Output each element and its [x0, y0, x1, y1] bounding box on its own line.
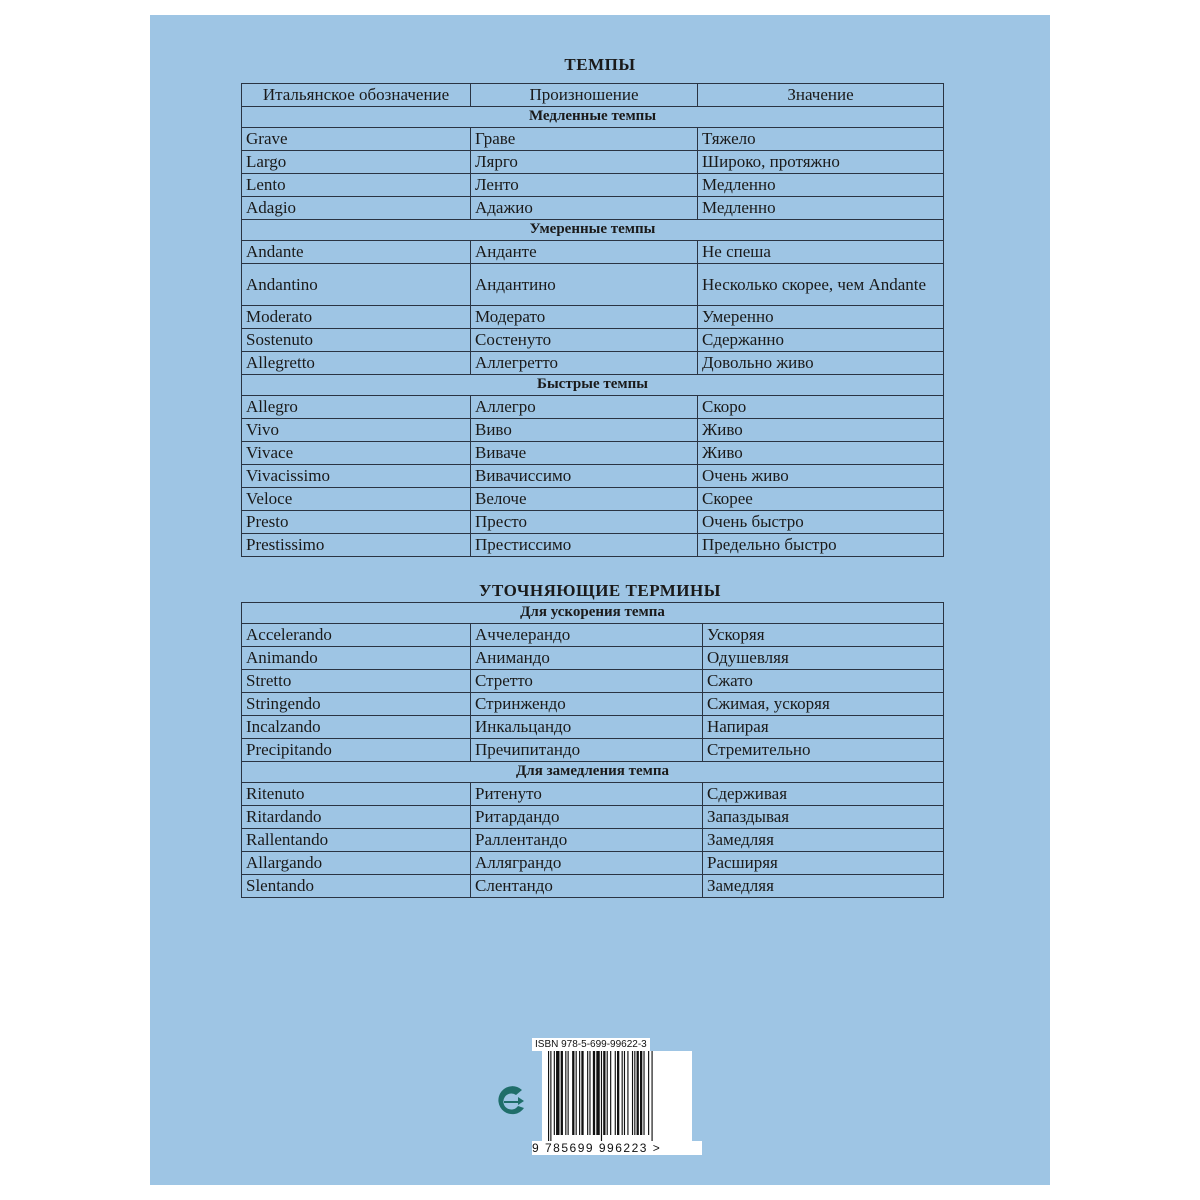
- pronunciation: Граве: [471, 128, 698, 151]
- book-back-cover: [150, 15, 1050, 1185]
- pronunciation: Стринжендо: [471, 693, 703, 716]
- meaning: Запаздывая: [703, 806, 944, 829]
- barcode-bar: [554, 1051, 555, 1135]
- italian-term: Ritardando: [242, 806, 471, 829]
- barcode-area: [494, 1038, 724, 1188]
- pronunciation: Аччелерандо: [471, 624, 703, 647]
- pronunciation: Инкальцандо: [471, 716, 703, 739]
- barcode-bar: [587, 1051, 588, 1135]
- italian-term: Allegro: [242, 396, 471, 419]
- pronunciation: Велоче: [471, 488, 698, 511]
- pronunciation: Виваче: [471, 442, 698, 465]
- pronunciation: Престиссимо: [471, 534, 698, 557]
- table-row: [242, 693, 944, 716]
- pronunciation: Аллегро: [471, 396, 698, 419]
- italian-term: Stretto: [242, 670, 471, 693]
- barcode-bar: [593, 1051, 595, 1135]
- table-row: [242, 396, 944, 419]
- italian-term: Allargando: [242, 852, 471, 875]
- group-title: Для замедления темпа: [242, 762, 944, 783]
- pronunciation: Пречипитандо: [471, 739, 703, 762]
- table-row: [242, 647, 944, 670]
- meaning: Расширяя: [703, 852, 944, 875]
- meaning: Сдержанно: [698, 329, 944, 352]
- italian-term: Lento: [242, 174, 471, 197]
- meaning: Сжато: [703, 670, 944, 693]
- header-italian: Итальянское обозначение: [242, 84, 471, 107]
- tempos-title: ТЕМПЫ: [564, 55, 636, 74]
- meaning: Скорее: [698, 488, 944, 511]
- table-row: [242, 352, 944, 375]
- barcode-digits: 9 785699 996223 >: [532, 1141, 702, 1155]
- group-title: Быстрые темпы: [242, 375, 944, 396]
- group-title: Для ускорения темпа: [242, 603, 944, 624]
- pronunciation: Раллентандо: [471, 829, 703, 852]
- meaning: Сдерживая: [703, 783, 944, 806]
- italian-term: Veloce: [242, 488, 471, 511]
- barcode-bar: [556, 1051, 559, 1135]
- table-row: [242, 264, 944, 306]
- pronunciation: Модерато: [471, 306, 698, 329]
- pronunciation: Анимандо: [471, 647, 703, 670]
- barcode-bar: [637, 1051, 639, 1135]
- italian-term: Incalzando: [242, 716, 471, 739]
- pronunciation: Виво: [471, 419, 698, 442]
- barcode-bar: [634, 1051, 635, 1135]
- meaning: Живо: [698, 419, 944, 442]
- meaning: Напирая: [703, 716, 944, 739]
- barcode-bar: [624, 1051, 625, 1135]
- barcode-bar: [632, 1051, 633, 1135]
- pronunciation: Адажио: [471, 197, 698, 220]
- italian-term: Grave: [242, 128, 471, 151]
- barcode-bar: [548, 1051, 549, 1141]
- pronunciation: Алляграндо: [471, 852, 703, 875]
- tempos-header-row: [242, 84, 944, 107]
- pronunciation: Престо: [471, 511, 698, 534]
- table-row: [242, 806, 944, 829]
- group-title: Умеренные темпы: [242, 220, 944, 241]
- pronunciation: Состенуто: [471, 329, 698, 352]
- pronunciation: Ленто: [471, 174, 698, 197]
- group-header-row: [242, 375, 944, 396]
- italian-term: Accelerando: [242, 624, 471, 647]
- table-row: [242, 329, 944, 352]
- table-row: [242, 465, 944, 488]
- italian-term: Vivace: [242, 442, 471, 465]
- table-row: [242, 511, 944, 534]
- tempos-table: [241, 83, 944, 557]
- table-row: [242, 534, 944, 557]
- meaning: Предельно быстро: [698, 534, 944, 557]
- barcode-bar: [648, 1051, 649, 1135]
- table-row: [242, 875, 944, 898]
- table-row: [242, 419, 944, 442]
- italian-term: Vivacissimo: [242, 465, 471, 488]
- table-row: [242, 197, 944, 220]
- italian-term: Stringendo: [242, 693, 471, 716]
- barcode-bar: [615, 1051, 616, 1135]
- terms-table: [241, 602, 944, 898]
- italian-term: Largo: [242, 151, 471, 174]
- table-row: [242, 670, 944, 693]
- barcode-bar: [607, 1051, 608, 1135]
- italian-term: Precipitando: [242, 739, 471, 762]
- italian-term: Andante: [242, 241, 471, 264]
- italian-term: Rallentando: [242, 829, 471, 852]
- table-row: [242, 829, 944, 852]
- barcode-bar: [589, 1051, 590, 1135]
- pronunciation: Лярго: [471, 151, 698, 174]
- pronunciation: Стретто: [471, 670, 703, 693]
- table-row: [242, 151, 944, 174]
- table-row: [242, 128, 944, 151]
- italian-term: Prestissimo: [242, 534, 471, 557]
- barcode-bars: [542, 1051, 692, 1141]
- barcode-bar: [622, 1051, 623, 1135]
- barcode-bar: [596, 1051, 599, 1135]
- terms-title: УТОЧНЯЮЩИЕ ТЕРМИНЫ: [479, 581, 721, 600]
- italian-term: Ritenuto: [242, 783, 471, 806]
- meaning: Замедляя: [703, 829, 944, 852]
- barcode-bar: [601, 1051, 602, 1141]
- italian-term: Sostenuto: [242, 329, 471, 352]
- table-row: [242, 488, 944, 511]
- meaning: Стремительно: [703, 739, 944, 762]
- italian-term: Slentando: [242, 875, 471, 898]
- barcode-bar: [576, 1051, 577, 1135]
- pronunciation: Вивачиссимо: [471, 465, 698, 488]
- meaning: Очень живо: [698, 465, 944, 488]
- table-row: [242, 739, 944, 762]
- group-header-row: [242, 107, 944, 128]
- italian-term: Animando: [242, 647, 471, 670]
- barcode-bar: [565, 1051, 566, 1135]
- table-row: [242, 442, 944, 465]
- pronunciation: Ритенуто: [471, 783, 703, 806]
- barcode-bar: [610, 1051, 611, 1135]
- meaning: Живо: [698, 442, 944, 465]
- meaning: Умеренно: [698, 306, 944, 329]
- barcode-bar: [652, 1051, 653, 1141]
- italian-term: Allegretto: [242, 352, 471, 375]
- table-row: [242, 241, 944, 264]
- table-row: [242, 624, 944, 647]
- italian-term: Andantino: [242, 264, 471, 306]
- barcode-bar: [627, 1051, 628, 1135]
- group-title: Медленные темпы: [242, 107, 944, 128]
- group-header-row: [242, 762, 944, 783]
- barcode-bar: [603, 1051, 605, 1135]
- group-header-row: [242, 603, 944, 624]
- group-header-row: [242, 220, 944, 241]
- meaning: Ускоряя: [703, 624, 944, 647]
- meaning: Скоро: [698, 396, 944, 419]
- meaning: Довольно живо: [698, 352, 944, 375]
- table-row: [242, 783, 944, 806]
- barcode: [542, 1051, 692, 1141]
- italian-term: Moderato: [242, 306, 471, 329]
- meaning: Сжимая, ускоряя: [703, 693, 944, 716]
- barcode-bar: [550, 1051, 551, 1141]
- italian-term: Adagio: [242, 197, 471, 220]
- meaning: Широко, протяжно: [698, 151, 944, 174]
- barcode-bar: [568, 1051, 569, 1135]
- meaning: Замедляя: [703, 875, 944, 898]
- pronunciation: Андантино: [471, 264, 698, 306]
- meaning: Тяжело: [698, 128, 944, 151]
- barcode-bar: [581, 1051, 583, 1135]
- meaning: Очень быстро: [698, 511, 944, 534]
- barcode-bar: [640, 1051, 642, 1135]
- meaning: Медленно: [698, 174, 944, 197]
- header-meaning: Значение: [698, 84, 944, 107]
- table-row: [242, 716, 944, 739]
- meaning: Одушевляя: [703, 647, 944, 670]
- barcode-bar: [579, 1051, 580, 1135]
- barcode-bar: [561, 1051, 563, 1135]
- italian-term: Presto: [242, 511, 471, 534]
- table-row: [242, 174, 944, 197]
- pronunciation: Слентандо: [471, 875, 703, 898]
- table-row: [242, 852, 944, 875]
- header-pronunciation: Произношение: [471, 84, 698, 107]
- meaning: Не спеша: [698, 241, 944, 264]
- eksmo-logo-icon: [494, 1082, 528, 1120]
- barcode-bar: [643, 1051, 644, 1135]
- pronunciation: Анданте: [471, 241, 698, 264]
- pronunciation: Ритардандо: [471, 806, 703, 829]
- barcode-bar: [572, 1051, 574, 1135]
- barcode-bar: [617, 1051, 619, 1135]
- table-row: [242, 306, 944, 329]
- meaning: Несколько скорее, чем Andante: [698, 264, 944, 306]
- isbn-label: ISBN 978-5-699-99622-3: [532, 1038, 650, 1051]
- italian-term: Vivo: [242, 419, 471, 442]
- pronunciation: Аллегретто: [471, 352, 698, 375]
- meaning: Медленно: [698, 197, 944, 220]
